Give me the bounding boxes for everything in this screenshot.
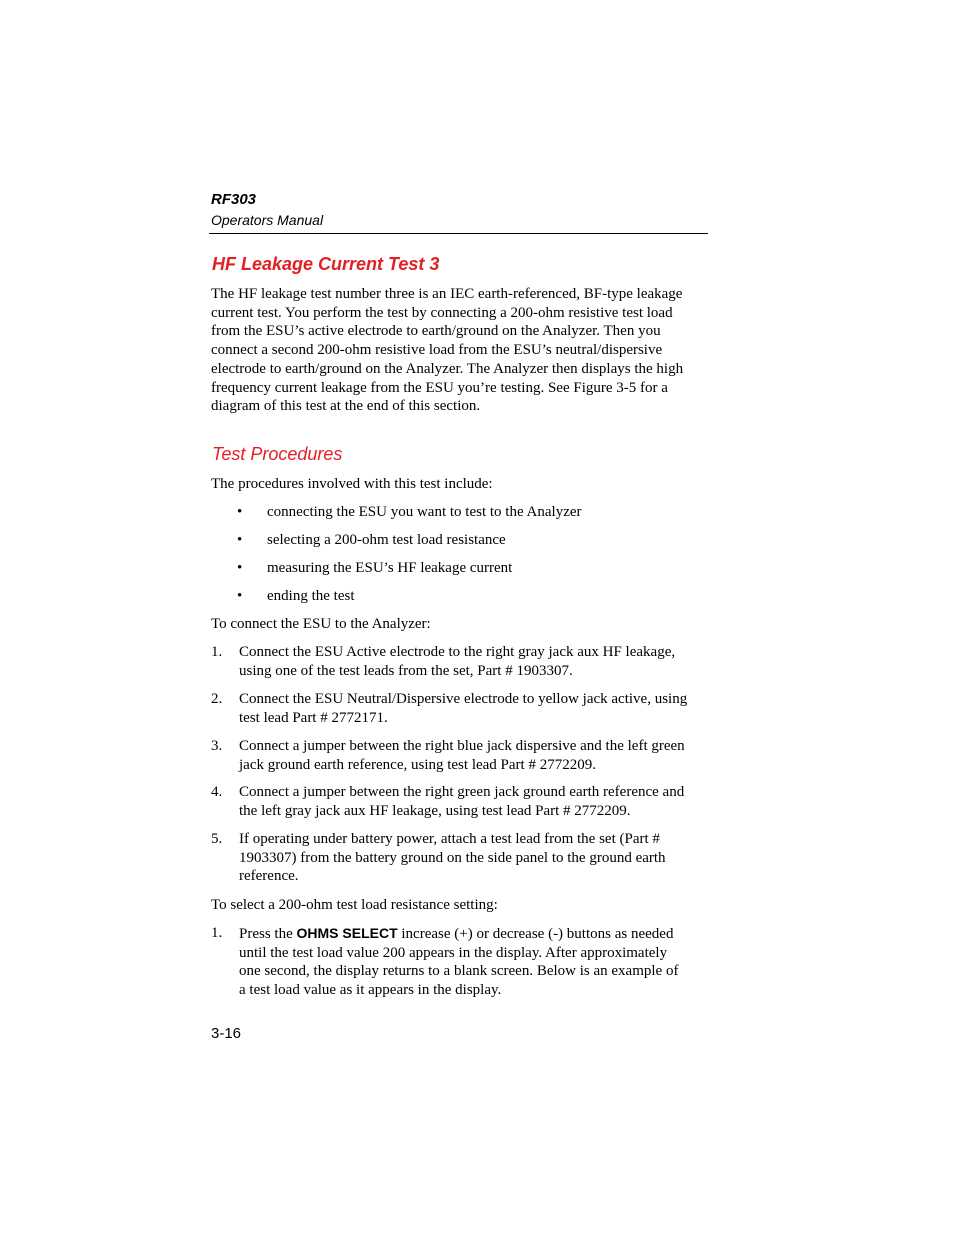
text-line: Connect the ESU Active electrode to the right gray jack aux HF leakage,: [239, 644, 676, 660]
header-product-name: RF303: [211, 191, 257, 208]
bullet-item: [211, 531, 711, 550]
text-line: [239, 924, 709, 944]
bullet-item: [211, 503, 711, 522]
text-line: connect a second 200-ohm resistive load from the ESU’s neutral/dispersive: [211, 342, 663, 359]
bullet-text: ending the test: [267, 588, 355, 604]
text-line: Connect the ESU Neutral/Dispersive electrode to yellow jack active, using: [239, 691, 688, 707]
text-line: using one of the test leads from the set, Part # 1903307.: [239, 662, 573, 679]
header-manual-title: Operators Manual: [211, 212, 324, 228]
step-text: [239, 783, 709, 820]
ohms-select-key-label: OHMS SELECT: [296, 925, 398, 941]
text-line: 1903307) from the battery ground on the side panel to the ground earth: [239, 849, 666, 866]
bullet-icon: •: [237, 532, 243, 548]
text-line: diagram of this test at the end of this section.: [211, 398, 481, 415]
section-heading: HF Leakage Current Test 3: [212, 254, 440, 274]
text-line: the left gray jack aux HF leakage, using test lead Part # 2772209.: [239, 802, 631, 819]
step-text: [239, 643, 709, 680]
connect-intro: To connect the ESU to the Analyzer:: [211, 616, 431, 632]
text-line: current test. You perform the test by connecting a 200-ohm resistive test load: [211, 304, 673, 321]
bullet-text: measuring the ESU’s HF leakage current: [267, 560, 513, 576]
text-line: reference.: [239, 868, 299, 885]
step-number: 4.: [211, 784, 223, 800]
text-line: one second, the display returns to a blank screen. Below is an example of: [239, 963, 679, 980]
intro-paragraph: [211, 285, 711, 416]
text-line: electrode to earth/ground on the Analyzer. The Analyzer then displays the high: [211, 360, 684, 377]
text-fragment: increase (+) or decrease (-) buttons as needed: [397, 926, 674, 942]
bullet-item: [211, 587, 711, 606]
text-line: a test load value as it appears in the display.: [239, 982, 502, 999]
step-text: [239, 830, 709, 886]
bullet-icon: •: [237, 504, 243, 520]
text-line: until the test load value 200 appears in the display. After approximately: [239, 944, 668, 961]
text-line: from the ESU’s active electrode to earth/ground on the Analyzer. Then you: [211, 323, 661, 340]
step-number: 2.: [211, 691, 223, 707]
step-number: 5.: [211, 831, 223, 847]
header-divider: [209, 233, 708, 234]
text-line: frequency current leakage from the ESU you’re testing. See Figure 3-5 for a: [211, 379, 668, 396]
procedures-intro: The procedures involved with this test include:: [211, 476, 493, 492]
bullet-text: selecting a 200-ohm test load resistance: [267, 532, 506, 548]
bullet-icon: •: [237, 560, 243, 576]
text-line: Connect a jumper between the right blue jack dispersive and the left green: [239, 738, 685, 754]
text-line: test lead Part # 2772171.: [239, 709, 388, 726]
page-number: 3-16: [211, 1025, 242, 1042]
step-text: [239, 737, 709, 774]
text-line: jack ground earth reference, using test lead Part # 2772209.: [239, 756, 596, 773]
text-line: Connect a jumper between the right green jack ground earth reference and: [239, 784, 685, 800]
text-fragment: Press the: [239, 926, 297, 942]
step-text: [239, 690, 709, 727]
bullet-text: connecting the ESU you want to test to the Analyzer: [267, 504, 582, 520]
bullet-icon: •: [237, 588, 243, 604]
step-number: 3.: [211, 738, 223, 754]
bullet-item: [211, 559, 711, 578]
step-text: [239, 924, 709, 1000]
step-number: 1.: [211, 925, 223, 941]
step-number: 1.: [211, 644, 223, 660]
subsection-heading: Test Procedures: [212, 444, 343, 464]
select-intro: To select a 200-ohm test load resistance setting:: [211, 897, 498, 913]
text-line: If operating under battery power, attach a test lead from the set (Part #: [239, 831, 660, 847]
text-line: The HF leakage test number three is an IEC earth-referenced, BF-type leakage: [211, 286, 683, 302]
